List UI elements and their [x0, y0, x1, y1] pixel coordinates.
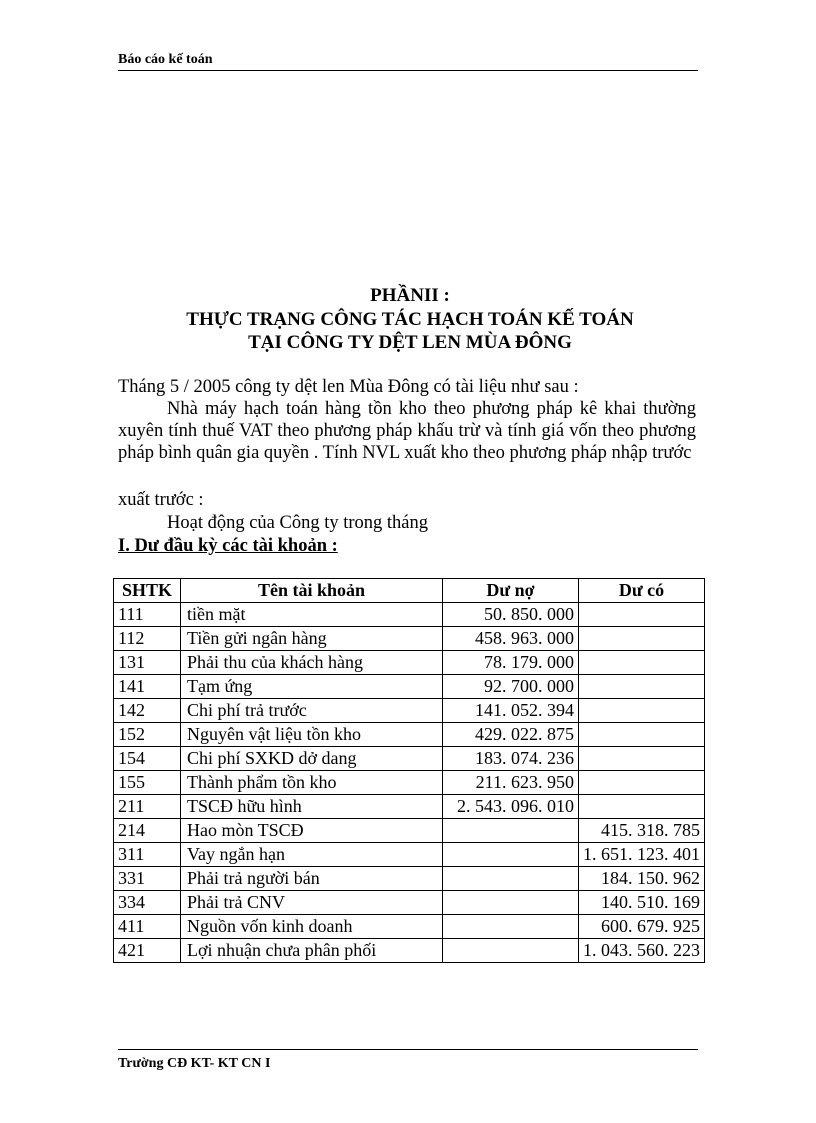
method-paragraph-tail: xuất trước : — [118, 490, 204, 510]
method-paragraph: Nhà máy hạch toán hàng tồn kho theo phương pháp kê khai thường xuyên tính thuế VAT theo phương pháp khấu trừ và tính giá vốn theo phương pháp bình quân gia quyền . Tính NVL xuất kho theo phương pháp nhập trước — [118, 399, 696, 463]
account-name: Phải trả người bán — [181, 867, 443, 891]
credit-amount — [579, 747, 705, 771]
page-header: Báo cáo kế toán — [118, 52, 698, 71]
account-code: 211 — [114, 795, 181, 819]
column-header-account-name: Tên tài khoản — [181, 579, 443, 603]
debit-amount: 50. 850. 000 — [443, 603, 579, 627]
heading-line-1: THỰC TRẠNG CÔNG TÁC HẠCH TOÁN KẾ TOÁN — [186, 309, 634, 330]
account-code: 331 — [114, 867, 181, 891]
account-name: TSCĐ hữu hình — [181, 795, 443, 819]
debit-amount: 211. 623. 950 — [443, 771, 579, 795]
table-row — [114, 651, 705, 675]
credit-amount: 140. 510. 169 — [579, 891, 705, 915]
debit-amount — [443, 819, 579, 843]
debit-amount: 183. 074. 236 — [443, 747, 579, 771]
heading-line-2: TẠI CÔNG TY DỆT LEN MÙA ĐÔNG — [248, 332, 572, 353]
debit-amount: 2. 543. 096. 010 — [443, 795, 579, 819]
table-row — [114, 939, 705, 963]
debit-amount — [443, 843, 579, 867]
table-row — [114, 891, 705, 915]
account-name: Thành phẩm tồn kho — [181, 771, 443, 795]
table-row — [114, 603, 705, 627]
table-row — [114, 771, 705, 795]
account-code: 141 — [114, 675, 181, 699]
account-name: Nguyên vật liệu tồn kho — [181, 723, 443, 747]
account-name: Chi phí SXKD dở dang — [181, 747, 443, 771]
account-code: 421 — [114, 939, 181, 963]
account-name: Vay ngắn hạn — [181, 843, 443, 867]
table-row — [114, 627, 705, 651]
account-name: Phải trả CNV — [181, 891, 443, 915]
account-code: 154 — [114, 747, 181, 771]
credit-amount — [579, 771, 705, 795]
account-code: 142 — [114, 699, 181, 723]
credit-amount: 415. 318. 785 — [579, 819, 705, 843]
table-row — [114, 747, 705, 771]
table-header-row — [114, 579, 705, 603]
account-code: 155 — [114, 771, 181, 795]
intro-text: Tháng 5 / 2005 công ty dệt len Mùa Đông có tài liệu như sau : — [118, 377, 579, 397]
debit-amount: 92. 700. 000 — [443, 675, 579, 699]
debit-amount: 78. 179. 000 — [443, 651, 579, 675]
table-row — [114, 795, 705, 819]
activity-text: Hoạt động của Công ty trong tháng — [167, 513, 429, 533]
account-balance-table — [113, 578, 705, 963]
account-name: Lợi nhuận chưa phân phối — [181, 939, 443, 963]
credit-amount — [579, 699, 705, 723]
section-heading: I. Dư đầu kỳ các tài khoản : — [118, 536, 338, 556]
account-code: 311 — [114, 843, 181, 867]
column-header-shtk: SHTK — [114, 579, 181, 603]
account-name: Tiền gửi ngân hàng — [181, 627, 443, 651]
credit-amount: 1. 651. 123. 401 — [579, 843, 705, 867]
table-row — [114, 867, 705, 891]
table-row — [114, 675, 705, 699]
part-title: PHẦNII : — [370, 285, 450, 306]
account-code: 112 — [114, 627, 181, 651]
credit-amount: 184. 150. 962 — [579, 867, 705, 891]
debit-amount: 458. 963. 000 — [443, 627, 579, 651]
account-name: Chi phí trả trước — [181, 699, 443, 723]
credit-amount: 1. 043. 560. 223 — [579, 939, 705, 963]
table-row — [114, 699, 705, 723]
credit-amount — [579, 651, 705, 675]
column-header-debit: Dư nợ — [443, 579, 579, 603]
debit-amount — [443, 891, 579, 915]
account-name: Tạm ứng — [181, 675, 443, 699]
debit-amount — [443, 939, 579, 963]
credit-amount — [579, 795, 705, 819]
debit-amount: 141. 052. 394 — [443, 699, 579, 723]
account-code: 411 — [114, 915, 181, 939]
credit-amount — [579, 723, 705, 747]
account-name: Hao mòn TSCĐ — [181, 819, 443, 843]
account-name: Nguồn vốn kinh doanh — [181, 915, 443, 939]
debit-amount — [443, 915, 579, 939]
account-name: tiền mặt — [181, 603, 443, 627]
table-row — [114, 723, 705, 747]
column-header-credit: Dư có — [579, 579, 705, 603]
debit-amount — [443, 867, 579, 891]
debit-amount: 429. 022. 875 — [443, 723, 579, 747]
table-row — [114, 843, 705, 867]
account-name: Phải thu của khách hàng — [181, 651, 443, 675]
table-row — [114, 819, 705, 843]
account-code: 111 — [114, 603, 181, 627]
account-code: 131 — [114, 651, 181, 675]
table-row — [114, 915, 705, 939]
page-footer: Trường CĐ KT- KT CN I — [118, 1049, 698, 1072]
account-code: 152 — [114, 723, 181, 747]
credit-amount — [579, 627, 705, 651]
credit-amount — [579, 675, 705, 699]
credit-amount: 600. 679. 925 — [579, 915, 705, 939]
account-code: 214 — [114, 819, 181, 843]
account-code: 334 — [114, 891, 181, 915]
credit-amount — [579, 603, 705, 627]
